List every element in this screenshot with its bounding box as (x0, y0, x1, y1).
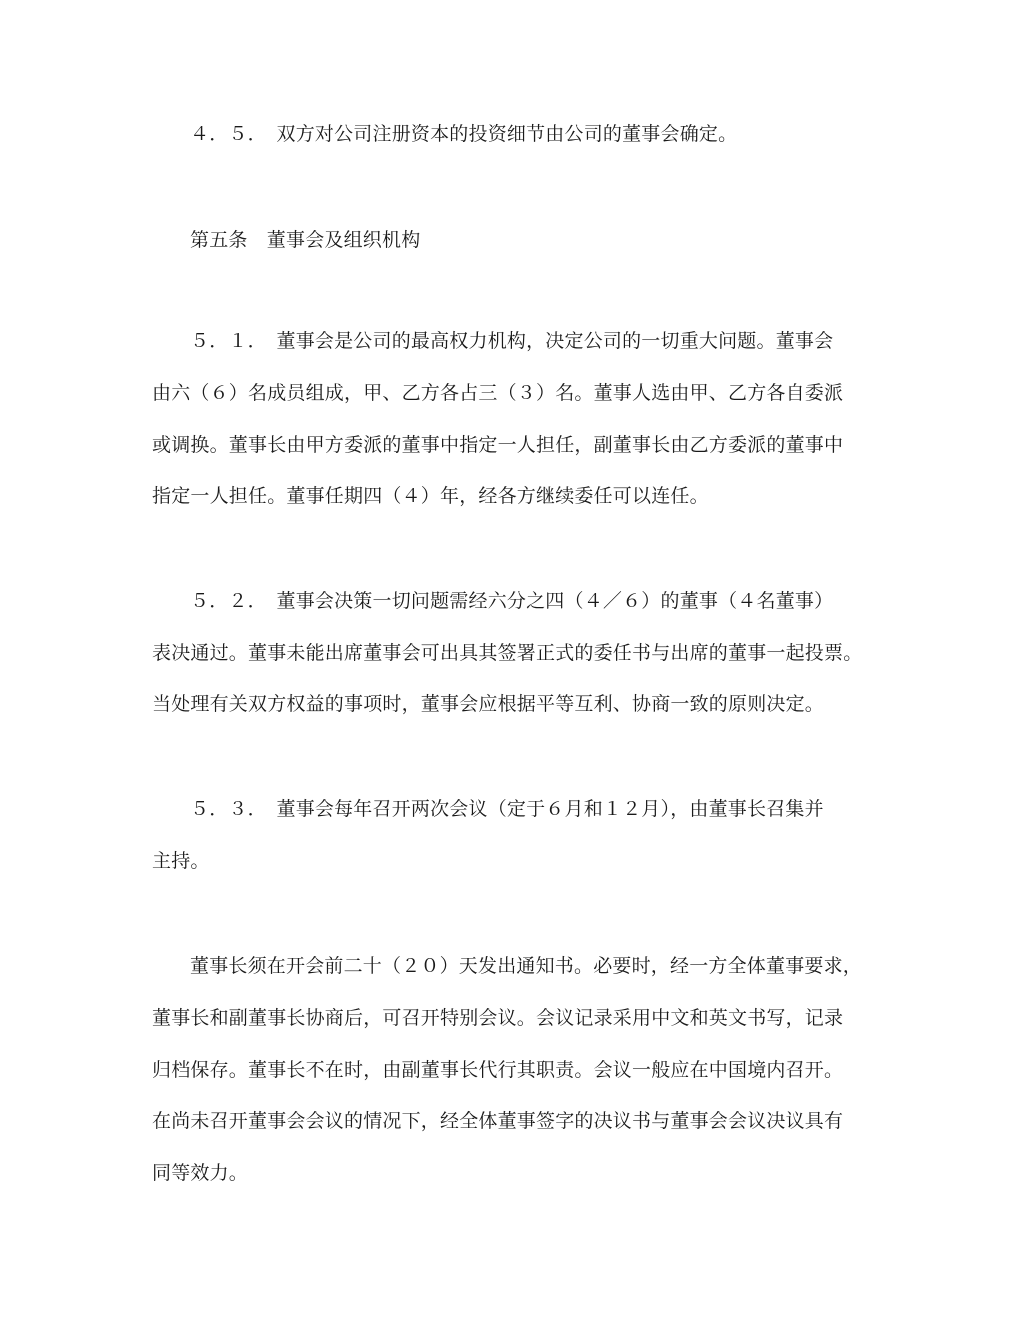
chairman-paragraph-line-4: 在尚未召开董事会会议的情况下，经全体董事签字的决议书与董事会会议决议具有 (152, 1110, 844, 1132)
clause-4-5-line-1: ４．５． 双方对公司注册资本的投资细节由公司的董事会确定。 (190, 123, 738, 145)
clause-5-3-line-1: ５．３． 董事会每年召开两次会议（定于６月和１２月），由董事长召集并 (190, 798, 824, 820)
chairman-paragraph-line-2: 董事长和副董事长协商后，可召开特别会议。会议记录采用中文和英文书写，记录 (152, 1007, 844, 1029)
clause-5-2-line-1: ５．２． 董事会决策一切问题需经六分之四（４／６）的董事（４名董事） (190, 590, 834, 612)
article-5-heading: 第五条 董事会及组织机构 (190, 229, 421, 251)
clause-5-1-line-1: ５．１． 董事会是公司的最高权力机构，决定公司的一切重大问题。董事会 (190, 330, 834, 352)
chairman-paragraph-line-1: 董事长须在开会前二十（２０）天发出通知书。必要时，经一方全体董事要求， (190, 955, 863, 977)
clause-5-2-line-2: 表决通过。董事未能出席董事会可出具其签署正式的委任书与出席的董事一起投票。 (152, 642, 863, 664)
chairman-paragraph-line-3: 归档保存。董事长不在时，由副董事长代行其职责。会议一般应在中国境内召开。 (152, 1059, 844, 1081)
clause-5-1-line-4: 指定一人担任。董事任期四（４）年，经各方继续委任可以连任。 (152, 485, 709, 507)
clause-5-3-line-2: 主持。 (152, 850, 210, 872)
clause-5-1-line-2: 由六（６）名成员组成，甲、乙方各占三（３）名。董事人选由甲、乙方各自委派 (152, 382, 844, 404)
clause-5-1-line-3: 或调换。董事长由甲方委派的董事中指定一人担任，副董事长由乙方委派的董事中 (152, 434, 844, 456)
clause-5-2-line-3: 当处理有关双方权益的事项时，董事会应根据平等互利、协商一致的原则决定。 (152, 693, 825, 715)
chairman-paragraph-line-5: 同等效力。 (152, 1162, 249, 1184)
